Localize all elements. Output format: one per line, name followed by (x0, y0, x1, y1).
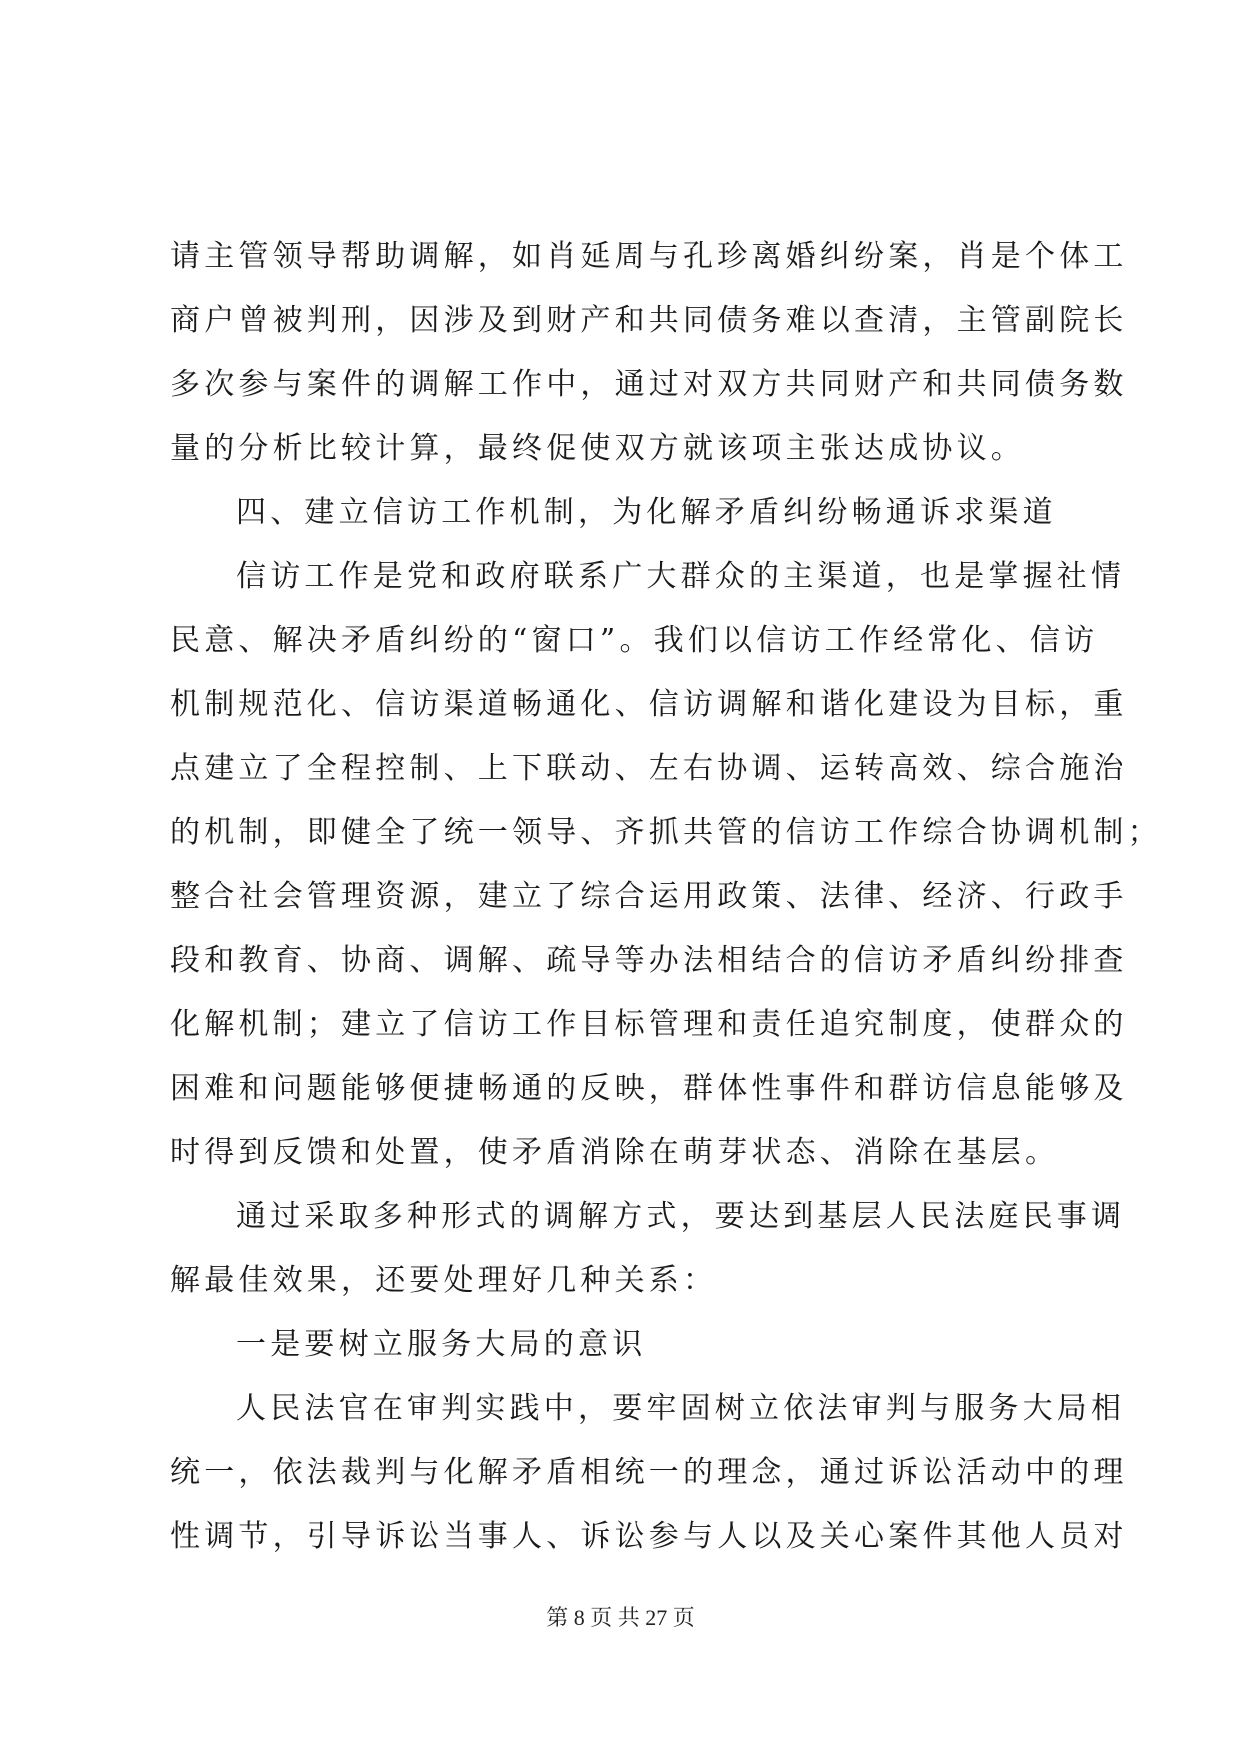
text-line: 一是要树立服务大局的意识 (236, 1327, 647, 1362)
text-line: 解最佳效果，还要处理好几种关系： (170, 1263, 718, 1298)
text-line: 整合社会管理资源，建立了综合运用政策、法律、经济、行政手 (170, 879, 1128, 914)
text-line: 时得到反馈和处置，使矛盾消除在萌芽状态、消除在基层。 (170, 1135, 1060, 1170)
text-line: 多次参与案件的调解工作中，通过对双方共同财产和共同债务数 (170, 367, 1128, 402)
text-line: 民意、解决矛盾纠纷的“窗口”。我们以信访工作经常化、信访 (170, 623, 1099, 658)
text-line: 信访工作是党和政府联系广大群众的主渠道，也是掌握社情 (236, 559, 1126, 594)
text-line: 四、建立信访工作机制，为化解矛盾纠纷畅通诉求渠道 (236, 495, 1057, 530)
text-line: 请主管领导帮助调解，如肖延周与孔珍离婚纠纷案，肖是个体工 (170, 239, 1128, 274)
text-line: 人民法官在审判实践中，要牢固树立依法审判与服务大局相 (236, 1391, 1126, 1426)
text-line: 的机制，即健全了统一领导、齐抓共管的信访工作综合协调机制； (170, 815, 1162, 850)
text-line: 性调节，引导诉讼当事人、诉讼参与人以及关心案件其他人员对 (170, 1519, 1128, 1554)
text-line: 困难和问题能够便捷畅通的反映，群体性事件和群访信息能够及 (170, 1071, 1128, 1106)
text-line: 化解机制；建立了信访工作目标管理和责任追究制度，使群众的 (170, 1007, 1128, 1042)
text-line: 通过采取多种形式的调解方式，要达到基层人民法庭民事调 (236, 1199, 1126, 1234)
text-line: 机制规范化、信访渠道畅通化、信访调解和谐化建设为目标，重 (170, 687, 1128, 722)
text-line: 统一，依法裁判与化解矛盾相统一的理念，通过诉讼活动中的理 (170, 1455, 1128, 1490)
text-line: 量的分析比较计算，最终促使双方就该项主张达成协议。 (170, 431, 1025, 466)
document-body (170, 225, 1162, 1569)
text-line: 段和教育、协商、调解、疏导等办法相结合的信访矛盾纠纷排查 (170, 943, 1128, 978)
text-line: 点建立了全程控制、上下联动、左右协调、运转高效、综合施治 (170, 751, 1128, 786)
text-line: 商户曾被判刑，因涉及到财产和共同债务难以查清，主管副院长 (170, 303, 1128, 338)
page-footer: 第 8 页 共 27 页 (546, 1605, 695, 1630)
